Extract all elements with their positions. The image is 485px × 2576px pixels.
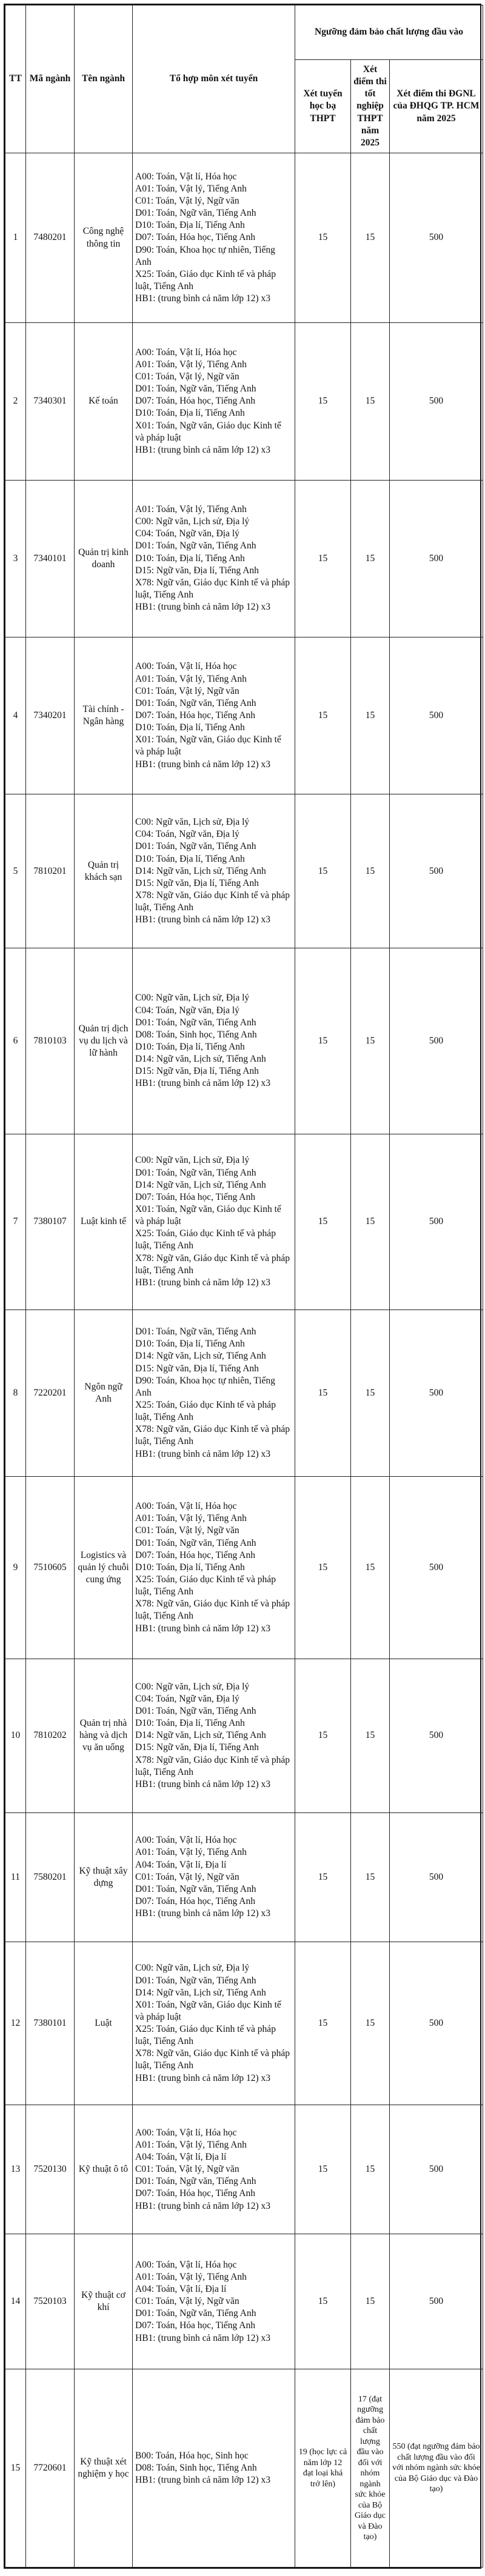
transcript-threshold: 15 <box>295 1942 351 2105</box>
major-name: Luật kinh tế <box>75 1134 133 1310</box>
row-tt: 6 <box>5 948 26 1134</box>
national-exam-threshold: 15 <box>351 1942 390 2105</box>
combo-line: A01: Toán, Vật lý, Tiếng Anh <box>135 183 247 194</box>
combo-line: D01: Toán, Ngữ văn, Tiếng Anh <box>135 1883 256 1894</box>
combo-line: D14: Ngữ văn, Lịch sử, Tiếng Anh <box>135 1054 266 1065</box>
subject-combos <box>133 794 295 948</box>
transcript-threshold: 15 <box>295 153 351 323</box>
row-tt: 4 <box>5 637 26 794</box>
combo-line: HB1: (trung bình cả năm lớp 12) x3 <box>135 1277 271 1288</box>
row-tt: 15 <box>5 2369 26 2568</box>
combo-line: A00: Toán, Vật lí, Hóa học <box>135 2259 237 2270</box>
combo-line: X25: Toán, Giáo dục Kinh tế và pháp luật, Tiếng Anh <box>135 1400 276 1423</box>
dgnl-threshold: 500 <box>390 2234 483 2369</box>
subject-combos <box>133 1813 295 1942</box>
combo-line: D01: Toán, Ngữ văn, Tiếng Anh <box>135 208 256 219</box>
transcript-threshold: 19 (học lực cả năm lớp 12 đạt loại khá trở lên) <box>295 2369 351 2568</box>
dgnl-threshold: 500 <box>390 1476 483 1659</box>
combo-line: A01: Toán, Vật lý, Tiếng Anh <box>135 673 247 684</box>
dgnl-threshold: 500 <box>390 153 483 323</box>
transcript-threshold: 15 <box>295 2234 351 2369</box>
row-tt: 2 <box>5 323 26 480</box>
national-exam-threshold: 15 <box>351 1134 390 1310</box>
major-name: Công nghệ thông tin <box>75 153 133 323</box>
combo-line: HB1: (trung bình cả năm lớp 12) x3 <box>135 1908 271 1919</box>
combo-line: A00: Toán, Vật lí, Hóa học <box>135 171 237 182</box>
major-code: 7580201 <box>26 1813 75 1942</box>
national-exam-threshold: 15 <box>351 1659 390 1812</box>
combo-line: C04: Toán, Ngữ văn, Địa lý <box>135 528 239 539</box>
combo-line: X25: Toán, Giáo dục Kinh tế và pháp luật, Tiếng Anh <box>135 1228 276 1251</box>
combo-line: C01: Toán, Vật lý, Ngữ văn <box>135 196 239 207</box>
row-tt: 11 <box>5 1813 26 1942</box>
header-tt: TT <box>5 5 26 153</box>
dgnl-threshold: 500 <box>390 948 483 1134</box>
subject-combos <box>133 480 295 637</box>
header-subject-combos: Tổ hợp môn xét tuyển <box>133 5 295 153</box>
header-dgnl-score: Xét điểm thi ĐGNL của ĐHQG TP. HCM năm 2025 <box>390 60 483 153</box>
major-code: 7510605 <box>26 1476 75 1659</box>
major-name: Quản trị dịch vụ du lịch và lữ hành <box>75 948 133 1134</box>
combo-line: A01: Toán, Vật lý, Tiếng Anh <box>135 1513 247 1524</box>
combo-line: A01: Toán, Vật lý, Tiếng Anh <box>135 504 247 515</box>
combo-line: D01: Toán, Ngữ văn, Tiếng Anh <box>135 841 256 852</box>
table-row <box>5 948 483 1134</box>
combo-line: X78: Ngữ văn, Giáo dục Kinh tế và pháp luật, Tiếng Anh <box>135 890 290 913</box>
major-code: 7520103 <box>26 2234 75 2369</box>
admission-table <box>5 5 483 2568</box>
combo-line: A00: Toán, Vật lí, Hóa học <box>135 1501 237 1512</box>
subject-combos <box>133 1476 295 1659</box>
dgnl-threshold: 500 <box>390 1659 483 1812</box>
combo-line: D15: Ngữ văn, Địa lí, Tiếng Anh <box>135 877 259 888</box>
national-exam-threshold: 15 <box>351 1813 390 1942</box>
combo-line: D15: Ngữ văn, Địa lí, Tiếng Anh <box>135 1742 259 1753</box>
transcript-threshold: 15 <box>295 948 351 1134</box>
table-row <box>5 2234 483 2369</box>
transcript-threshold: 15 <box>295 323 351 480</box>
combo-line: HB1: (trung bình cả năm lớp 12) x3 <box>135 293 271 304</box>
combo-line: C04: Toán, Ngữ văn, Địa lý <box>135 1693 239 1704</box>
combo-line: HB1: (trung bình cả năm lớp 12) x3 <box>135 2200 271 2211</box>
combo-line: D07: Toán, Hóa học, Tiếng Anh <box>135 1191 255 1202</box>
combo-line: D10: Toán, Địa lí, Tiếng Anh <box>135 1339 245 1350</box>
combo-line: X78: Ngữ văn, Giáo dục Kinh tế và pháp luật, Tiếng Anh <box>135 1253 290 1276</box>
table-row <box>5 794 483 948</box>
combo-line: X01: Toán, Ngữ văn, Giáo dục Kinh tế và pháp luật <box>135 734 281 757</box>
combo-line: C00: Ngữ văn, Lịch sử, Địa lý <box>135 1681 250 1692</box>
combo-line: X78: Ngữ văn, Giáo dục Kinh tế và pháp luật, Tiếng Anh <box>135 1754 290 1777</box>
row-tt: 14 <box>5 2234 26 2369</box>
major-name: Ngôn ngữ Anh <box>75 1310 133 1477</box>
combo-line: C00: Ngữ văn, Lịch sử, Địa lý <box>135 817 250 828</box>
combo-line: C04: Toán, Ngữ văn, Địa lý <box>135 829 239 840</box>
major-name: Quản trị khách sạn <box>75 794 133 948</box>
national-exam-threshold: 15 <box>351 948 390 1134</box>
combo-line: D90: Toán, Khoa học tự nhiên, Tiếng Anh <box>135 1375 275 1398</box>
combo-line: C00: Ngữ văn, Lịch sử, Địa lý <box>135 516 250 527</box>
major-code: 7220201 <box>26 1310 75 1477</box>
subject-combos <box>133 153 295 323</box>
row-tt: 9 <box>5 1476 26 1659</box>
row-tt: 8 <box>5 1310 26 1477</box>
combo-line: C01: Toán, Vật lý, Ngữ văn <box>135 371 239 382</box>
combo-line: D07: Toán, Hóa học, Tiếng Anh <box>135 2188 255 2199</box>
admission-document <box>4 4 481 2569</box>
row-tt: 1 <box>5 153 26 323</box>
combo-line: A00: Toán, Vật lí, Hóa học <box>135 2127 237 2138</box>
combo-line: A01: Toán, Vật lý, Tiếng Anh <box>135 359 247 370</box>
combo-line: D10: Toán, Địa lí, Tiếng Anh <box>135 220 245 231</box>
transcript-threshold: 15 <box>295 794 351 948</box>
combo-line: X01: Toán, Ngữ văn, Giáo dục Kinh tế và pháp luật <box>135 420 281 443</box>
dgnl-threshold: 500 <box>390 1942 483 2105</box>
combo-line: HB1: (trung bình cả năm lớp 12) x3 <box>135 2072 271 2083</box>
transcript-threshold: 15 <box>295 2105 351 2234</box>
major-name: Quản trị nhà hàng và dịch vụ ăn uống <box>75 1659 133 1812</box>
dgnl-threshold: 500 <box>390 1310 483 1477</box>
combo-line: D01: Toán, Ngữ văn, Tiếng Anh <box>135 1017 256 1028</box>
combo-line: D14: Ngữ văn, Lịch sử, Tiếng Anh <box>135 1730 266 1741</box>
subject-combos <box>133 2369 295 2568</box>
header-major-code: Mã ngành <box>26 5 75 153</box>
national-exam-threshold: 15 <box>351 794 390 948</box>
major-name: Kỹ thuật xét nghiệm y học <box>75 2369 133 2568</box>
combo-line: D01: Toán, Ngữ văn, Tiếng Anh <box>135 1706 256 1717</box>
major-code: 7810201 <box>26 794 75 948</box>
combo-line: C00: Ngữ văn, Lịch sử, Địa lý <box>135 993 250 1003</box>
major-name: Kế toán <box>75 323 133 480</box>
table-row <box>5 2105 483 2234</box>
combo-line: D10: Toán, Địa lí, Tiếng Anh <box>135 1562 245 1573</box>
combo-line: HB1: (trung bình cả năm lớp 12) x3 <box>135 444 271 455</box>
combo-line: B00: Toán, Hóa học, Sinh học <box>135 2450 249 2461</box>
table-row <box>5 153 483 323</box>
subject-combos <box>133 2105 295 2234</box>
combo-line: A00: Toán, Vật lí, Hóa học <box>135 661 237 672</box>
table-row <box>5 1134 483 1310</box>
transcript-threshold: 15 <box>295 1659 351 1812</box>
combo-line: D90: Toán, Khoa học tự nhiên, Tiếng Anh <box>135 244 275 267</box>
transcript-threshold: 15 <box>295 1310 351 1477</box>
combo-line: A00: Toán, Vật lí, Hóa học <box>135 1835 237 1846</box>
combo-line: X78: Ngữ văn, Giáo dục Kinh tế và pháp luật, Tiếng Anh <box>135 577 290 601</box>
major-name: Tài chính - Ngân hàng <box>75 637 133 794</box>
subject-combos <box>133 2234 295 2369</box>
transcript-threshold: 15 <box>295 1813 351 1942</box>
combo-line: D14: Ngữ văn, Lịch sử, Tiếng Anh <box>135 865 266 876</box>
combo-line: A04: Toán, Vật lí, Địa lí <box>135 2152 227 2163</box>
combo-line: D10: Toán, Địa lí, Tiếng Anh <box>135 722 245 733</box>
combo-line: HB1: (trung bình cả năm lớp 12) x3 <box>135 2332 271 2343</box>
major-code: 7340101 <box>26 480 75 637</box>
combo-line: D10: Toán, Địa lí, Tiếng Anh <box>135 553 245 564</box>
header-major-name: Tên ngành <box>75 5 133 153</box>
combo-line: A04: Toán, Vật lí, Địa lí <box>135 2283 227 2294</box>
major-code: 7720601 <box>26 2369 75 2568</box>
major-code: 7340301 <box>26 323 75 480</box>
combo-line: D07: Toán, Hóa học, Tiếng Anh <box>135 710 255 721</box>
major-code: 7480201 <box>26 153 75 323</box>
national-exam-threshold: 15 <box>351 2234 390 2369</box>
national-exam-threshold: 15 <box>351 153 390 323</box>
combo-line: D07: Toán, Hóa học, Tiếng Anh <box>135 1549 255 1560</box>
combo-line: D01: Toán, Ngữ văn, Tiếng Anh <box>135 1537 256 1548</box>
transcript-threshold: 15 <box>295 1476 351 1659</box>
combo-line: A01: Toán, Vật lý, Tiếng Anh <box>135 2271 247 2282</box>
combo-line: D15: Ngữ văn, Địa lí, Tiếng Anh <box>135 1066 259 1077</box>
row-tt: 5 <box>5 794 26 948</box>
major-name: Kỹ thuật xây dựng <box>75 1813 133 1942</box>
combo-line: D14: Ngữ văn, Lịch sử, Tiếng Anh <box>135 1987 266 1998</box>
combo-line: X01: Toán, Ngữ văn, Giáo dục Kinh tế và pháp luật <box>135 1999 281 2022</box>
row-tt: 3 <box>5 480 26 637</box>
transcript-threshold: 15 <box>295 480 351 637</box>
subject-combos <box>133 637 295 794</box>
combo-line: X25: Toán, Giáo dục Kinh tế và pháp luật, Tiếng Anh <box>135 1574 276 1597</box>
table-row <box>5 2369 483 2568</box>
combo-line: A01: Toán, Vật lý, Tiếng Anh <box>135 1847 247 1858</box>
header-threshold-group: Ngưỡng đảm bảo chất lượng đầu vào <box>295 5 483 60</box>
row-tt: 7 <box>5 1134 26 1310</box>
national-exam-threshold: 15 <box>351 323 390 480</box>
national-exam-threshold: 15 <box>351 480 390 637</box>
combo-line: A01: Toán, Vật lý, Tiếng Anh <box>135 2139 247 2150</box>
combo-line: D10: Toán, Địa lí, Tiếng Anh <box>135 1041 245 1052</box>
national-exam-threshold: 15 <box>351 1310 390 1477</box>
combo-line: D07: Toán, Hóa học, Tiếng Anh <box>135 2320 255 2331</box>
table-row <box>5 1310 483 1477</box>
table-row <box>5 1942 483 2105</box>
combo-line: D07: Toán, Hóa học, Tiếng Anh <box>135 396 255 407</box>
subject-combos <box>133 1134 295 1310</box>
national-exam-threshold: 15 <box>351 1476 390 1659</box>
transcript-threshold: 15 <box>295 1134 351 1310</box>
combo-line: D01: Toán, Ngữ văn, Tiếng Anh <box>135 1975 256 1986</box>
combo-line: D15: Ngữ văn, Địa lí, Tiếng Anh <box>135 565 259 576</box>
table-row <box>5 1813 483 1942</box>
row-tt: 12 <box>5 1942 26 2105</box>
combo-line: C01: Toán, Vật lý, Ngữ văn <box>135 685 239 696</box>
subject-combos <box>133 1659 295 1812</box>
subject-combos <box>133 1942 295 2105</box>
subject-combos <box>133 948 295 1134</box>
combo-line: D07: Toán, Hóa học, Tiếng Anh <box>135 1896 255 1907</box>
combo-line: A00: Toán, Vật lí, Hóa học <box>135 347 237 358</box>
combo-line: HB1: (trung bình cả năm lớp 12) x3 <box>135 1078 271 1089</box>
combo-line: D15: Ngữ văn, Địa lí, Tiếng Anh <box>135 1363 259 1374</box>
major-name: Luật <box>75 1942 133 2105</box>
transcript-threshold: 15 <box>295 637 351 794</box>
combo-line: X01: Toán, Ngữ văn, Giáo dục Kinh tế và pháp luật <box>135 1204 281 1227</box>
combo-line: X78: Ngữ văn, Giáo dục Kinh tế và pháp luật, Tiếng Anh <box>135 1424 290 1447</box>
dgnl-threshold: 500 <box>390 2105 483 2234</box>
combo-line: C01: Toán, Vật lý, Ngữ văn <box>135 2164 239 2175</box>
national-exam-threshold: 15 <box>351 637 390 794</box>
combo-line: HB1: (trung bình cả năm lớp 12) x3 <box>135 1448 271 1459</box>
combo-line: D01: Toán, Ngữ văn, Tiếng Anh <box>135 697 256 708</box>
combo-line: D10: Toán, Địa lí, Tiếng Anh <box>135 853 245 864</box>
combo-line: C00: Ngữ văn, Lịch sử, Địa lý <box>135 1963 250 1974</box>
major-code: 7380107 <box>26 1134 75 1310</box>
combo-line: D10: Toán, Địa lí, Tiếng Anh <box>135 408 245 419</box>
combo-line: D01: Toán, Ngữ văn, Tiếng Anh <box>135 2308 256 2319</box>
combo-line: C01: Toán, Vật lý, Ngữ văn <box>135 1871 239 1882</box>
dgnl-threshold: 500 <box>390 1134 483 1310</box>
combo-line: HB1: (trung bình cả năm lớp 12) x3 <box>135 914 271 925</box>
subject-combos <box>133 1310 295 1477</box>
row-tt: 10 <box>5 1659 26 1812</box>
major-name: Kỹ thuật ô tô <box>75 2105 133 2234</box>
combo-line: D08: Toán, Sinh học, Tiếng Anh <box>135 1029 257 1040</box>
table-row <box>5 480 483 637</box>
combo-line: C01: Toán, Vật lý, Ngữ văn <box>135 2296 239 2307</box>
combo-line: HB1: (trung bình cả năm lớp 12) x3 <box>135 602 271 613</box>
combo-line: D01: Toán, Ngữ văn, Tiếng Anh <box>135 1326 256 1337</box>
combo-line: D01: Toán, Ngữ văn, Tiếng Anh <box>135 2176 256 2187</box>
major-name: Quản trị kinh doanh <box>75 480 133 637</box>
subject-combos <box>133 323 295 480</box>
header-national-exam-score: Xét điểm thi tốt nghiệp THPT năm 2025 <box>351 60 390 153</box>
combo-line: HB1: (trung bình cả năm lớp 12) x3 <box>135 1779 271 1789</box>
row-tt: 13 <box>5 2105 26 2234</box>
combo-line: C04: Toán, Ngữ văn, Địa lý <box>135 1005 239 1016</box>
dgnl-threshold: 500 <box>390 794 483 948</box>
combo-line: D14: Ngữ văn, Lịch sử, Tiếng Anh <box>135 1351 266 1362</box>
combo-line: X25: Toán, Giáo dục Kinh tế và pháp luật, Tiếng Anh <box>135 2024 276 2047</box>
combo-line: A04: Toán, Vật lí, Địa lí <box>135 1859 227 1870</box>
combo-line: HB1: (trung bình cả năm lớp 12) x3 <box>135 2475 271 2486</box>
major-code: 7380101 <box>26 1942 75 2105</box>
national-exam-threshold: 15 <box>351 2105 390 2234</box>
major-code: 7340201 <box>26 637 75 794</box>
combo-line: D01: Toán, Ngữ văn, Tiếng Anh <box>135 1167 256 1178</box>
header-transcript-score: Xét tuyển học bạ THPT <box>295 60 351 153</box>
major-code: 7810103 <box>26 948 75 1134</box>
combo-line: D01: Toán, Ngữ văn, Tiếng Anh <box>135 541 256 551</box>
dgnl-threshold: 500 <box>390 1813 483 1942</box>
combo-line: HB1: (trung bình cả năm lớp 12) x3 <box>135 1623 271 1634</box>
combo-line: D07: Toán, Hóa học, Tiếng Anh <box>135 232 255 243</box>
table-row <box>5 323 483 480</box>
combo-line: C01: Toán, Vật lý, Ngữ văn <box>135 1525 239 1536</box>
dgnl-threshold: 550 (đạt ngưỡng đảm bảo chất lượng đầu vào đối với nhóm ngành sức khỏe của Bộ Giáo dục và Đào tạo) <box>390 2369 483 2568</box>
table-row <box>5 1659 483 1812</box>
major-name: Logistics và quản lý chuỗi cung ứng <box>75 1476 133 1659</box>
major-code: 7810202 <box>26 1659 75 1812</box>
major-code: 7520130 <box>26 2105 75 2234</box>
combo-line: D10: Toán, Địa lí, Tiếng Anh <box>135 1718 245 1729</box>
combo-line: X78: Ngữ văn, Giáo dục Kinh tế và pháp luật, Tiếng Anh <box>135 1599 290 1622</box>
combo-line: D08: Toán, Sinh học, Tiếng Anh <box>135 2463 257 2474</box>
national-exam-threshold: 17 (đạt ngưỡng đảm bảo chất lượng đầu vào đối với nhóm ngành sức khỏe của Bộ Giáo dục và Đào tạo) <box>351 2369 390 2568</box>
dgnl-threshold: 500 <box>390 637 483 794</box>
dgnl-threshold: 500 <box>390 323 483 480</box>
dgnl-threshold: 500 <box>390 480 483 637</box>
combo-line: X25: Toán, Giáo dục Kinh tế và pháp luật, Tiếng Anh <box>135 268 276 292</box>
combo-line: D01: Toán, Ngữ văn, Tiếng Anh <box>135 384 256 394</box>
table-row <box>5 1476 483 1659</box>
major-name: Kỹ thuật cơ khí <box>75 2234 133 2369</box>
combo-line: HB1: (trung bình cả năm lớp 12) x3 <box>135 759 271 770</box>
combo-line: C00: Ngữ văn, Lịch sử, Địa lý <box>135 1155 250 1166</box>
table-row <box>5 637 483 794</box>
combo-line: X78: Ngữ văn, Giáo dục Kinh tế và pháp luật, Tiếng Anh <box>135 2048 290 2071</box>
combo-line: D14: Ngữ văn, Lịch sử, Tiếng Anh <box>135 1179 266 1190</box>
